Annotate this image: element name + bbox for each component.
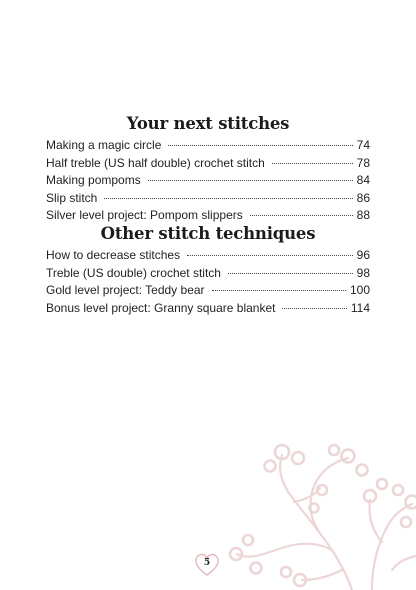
toc-entry-title: Slip stitch (46, 190, 98, 205)
toc-list (46, 247, 370, 317)
toc-entry[interactable] (46, 247, 370, 265)
toc-entry[interactable] (46, 172, 370, 190)
toc-entry-title: Bonus level project: Granny square blanket (46, 300, 276, 315)
toc-entry[interactable] (46, 300, 370, 318)
dot-leader (104, 197, 352, 199)
toc-entry-title: Treble (US double) crochet stitch (46, 265, 221, 280)
toc-entry[interactable] (46, 207, 370, 225)
toc-entry-page: 86 (356, 190, 370, 205)
floral-branch-decoration (222, 430, 416, 590)
dot-leader (148, 179, 353, 181)
toc-entry-page: 78 (356, 155, 370, 170)
dot-leader (212, 289, 346, 291)
dot-leader (187, 254, 353, 256)
dot-leader (282, 307, 346, 309)
dot-leader (250, 214, 353, 216)
section-heading: Other stitch techniques (100, 224, 316, 243)
floral-branch-icon (237, 455, 416, 590)
toc-entry-page: 100 (349, 283, 370, 297)
page-number: 5 (203, 558, 211, 568)
toc-entry-title: Gold level project: Teddy bear (46, 283, 205, 297)
toc-entry-page: 114 (350, 300, 370, 315)
toc-entry-page: 96 (356, 248, 370, 262)
toc-entry[interactable] (46, 265, 370, 283)
toc-entry[interactable] (46, 155, 370, 173)
toc-entry-title: Half treble (US half double) crochet stitch (46, 155, 265, 170)
toc-entry-page: 74 (356, 138, 370, 152)
dot-leader (228, 272, 353, 274)
toc-entry-page: 98 (356, 265, 370, 280)
toc-entry-page: 88 (356, 208, 370, 222)
section-heading: Your next stitches (126, 114, 290, 133)
toc-section-next-stitches (46, 114, 370, 225)
dot-leader (272, 162, 353, 164)
toc-entry-title: Making a magic circle (46, 138, 162, 152)
toc-entry[interactable] (46, 190, 370, 208)
toc-list (46, 137, 370, 225)
toc-entry[interactable] (46, 282, 370, 300)
dot-leader (168, 144, 352, 146)
toc-entry[interactable] (46, 137, 370, 155)
toc-entry-title: Making pompoms (46, 173, 141, 187)
toc-section-other-techniques (46, 224, 370, 317)
toc-entry-title: How to decrease stitches (46, 248, 181, 262)
berry-clusters (230, 445, 416, 586)
toc-entry-page: 84 (356, 173, 370, 187)
toc-entry-title: Silver level project: Pompom slippers (46, 208, 243, 222)
